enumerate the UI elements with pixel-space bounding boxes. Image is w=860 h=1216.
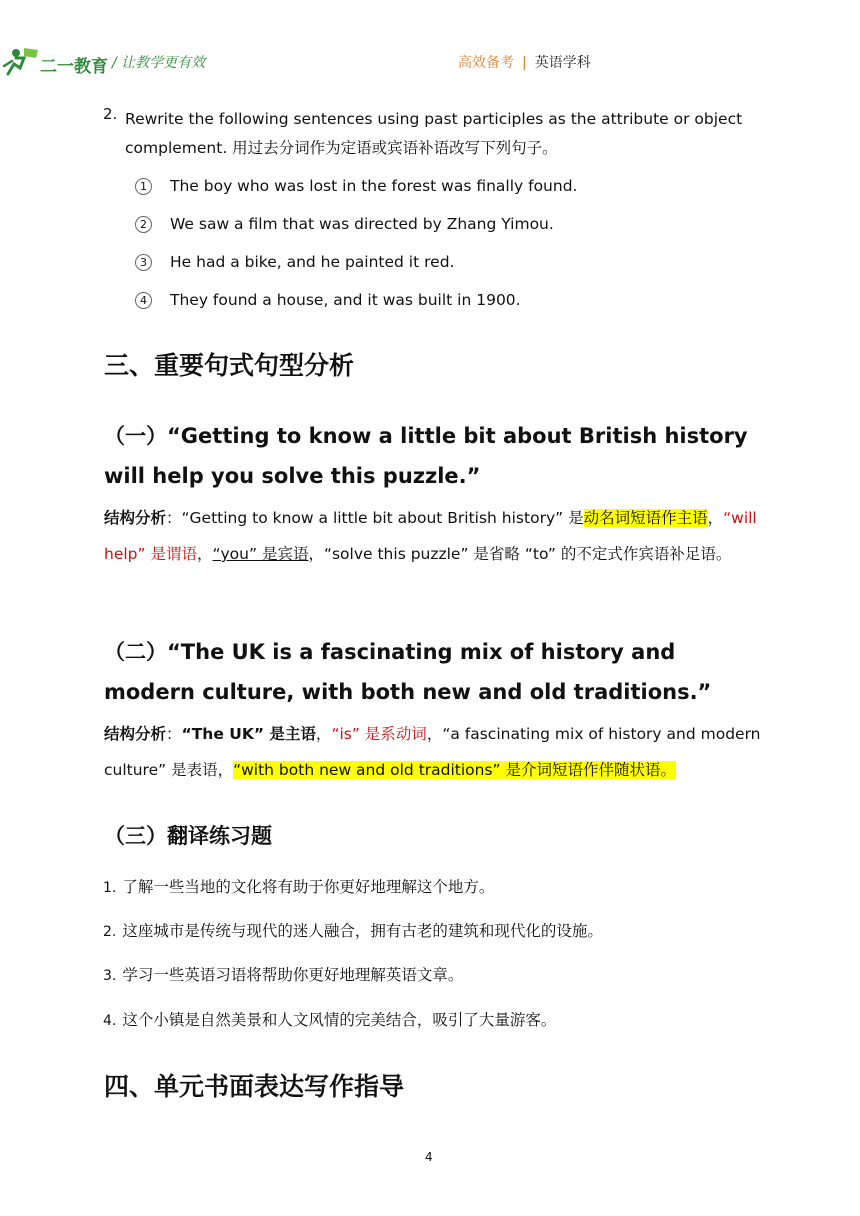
analysis-paragraph	[104, 500, 764, 572]
logo-text: 二一教育	[40, 57, 108, 77]
analysis-text: ，	[707, 509, 724, 527]
subsection-heading: （二）“The UK is a fascinating mix of history and modern culture, with both new and old traditions.”	[104, 640, 712, 704]
header-tag-exam: 高效备考	[458, 55, 514, 71]
item-number: 1	[135, 178, 152, 195]
highlighted-text: “with both new and old traditions” 是介词短语作伴随状语。	[233, 761, 677, 779]
analysis-label: 结构分析	[104, 725, 167, 743]
question-number: 2.	[103, 105, 118, 123]
translation-item	[103, 1008, 556, 1030]
item-text: The boy who was lost in the forest was finally found.	[170, 177, 578, 195]
header-subject	[458, 52, 591, 72]
highlighted-text: 动名词短语作主语	[583, 509, 708, 527]
analysis-text: ，“a fascinating mix of history and modern culture” 是表语，	[104, 725, 761, 779]
analysis-text: ：	[166, 725, 182, 743]
item-number: 1.	[103, 880, 117, 896]
item-text: We saw a film that was directed by Zhang Yimou.	[170, 215, 554, 233]
question-instruction: Rewrite the following sentences using past participles as the attribute or object complement. 用过去分词作为定语或宾语补语改写下列句子。	[125, 110, 743, 157]
analysis-paragraph	[104, 716, 764, 788]
red-text: “will help” 是谓语	[104, 509, 757, 563]
item-number: 4	[135, 292, 152, 309]
item-text: They found a house, and it was built in 1900.	[170, 291, 521, 309]
analysis-text: ，“solve this puzzle” 是省略 “to” 的不定式作宾语补足语。	[308, 545, 732, 563]
underlined-text: “you” 是宾语	[212, 545, 309, 563]
header-tag-subject: 英语学科	[534, 55, 591, 71]
section-heading: 四、单元书面表达写作指导	[104, 1072, 405, 1101]
translation-item	[103, 919, 603, 941]
translation-item	[103, 963, 463, 985]
analysis-text: ，	[315, 725, 332, 743]
analysis-text: ，	[196, 545, 213, 563]
item-number: 3.	[103, 968, 117, 984]
list-item	[135, 177, 577, 195]
item-text: He had a bike, and he painted it red.	[170, 253, 455, 271]
item-number: 2.	[103, 924, 117, 940]
item-text: 这个小镇是自然美景和人文风情的完美结合，吸引了大量游客。	[122, 1011, 557, 1029]
translation-item	[103, 875, 494, 897]
item-number: 2	[135, 216, 152, 233]
subsection-heading: （三）翻译练习题	[104, 824, 272, 848]
header-slogan: / 让教学更有效	[112, 55, 206, 71]
item-number: 3	[135, 254, 152, 271]
list-item	[135, 291, 521, 309]
list-item	[135, 215, 554, 233]
page-number: 4	[425, 1150, 433, 1164]
analysis-label: 结构分析	[104, 509, 167, 527]
list-item	[135, 253, 454, 271]
item-text: 了解一些当地的文化将有助于你更好地理解这个地方。	[122, 878, 495, 896]
red-text: “is” 是系动词	[331, 725, 427, 743]
item-number: 4.	[103, 1013, 117, 1029]
item-text: 学习一些英语习语将帮助你更好地理解英语文章。	[122, 966, 464, 984]
bold-text: “The UK” 是主语	[181, 725, 316, 743]
section-heading: 三、重要句式句型分析	[104, 351, 355, 380]
analysis-text: ：“Getting to know a little bit about British history” 是	[166, 509, 584, 527]
item-text: 这座城市是传统与现代的迷人融合，拥有古老的建筑和现代化的设施。	[122, 922, 603, 940]
header-separator: |	[522, 55, 527, 71]
subsection-heading: （一）“Getting to know a little bit about British history will help you solve this puzzle.”	[104, 424, 748, 488]
brand-logo	[2, 44, 114, 82]
